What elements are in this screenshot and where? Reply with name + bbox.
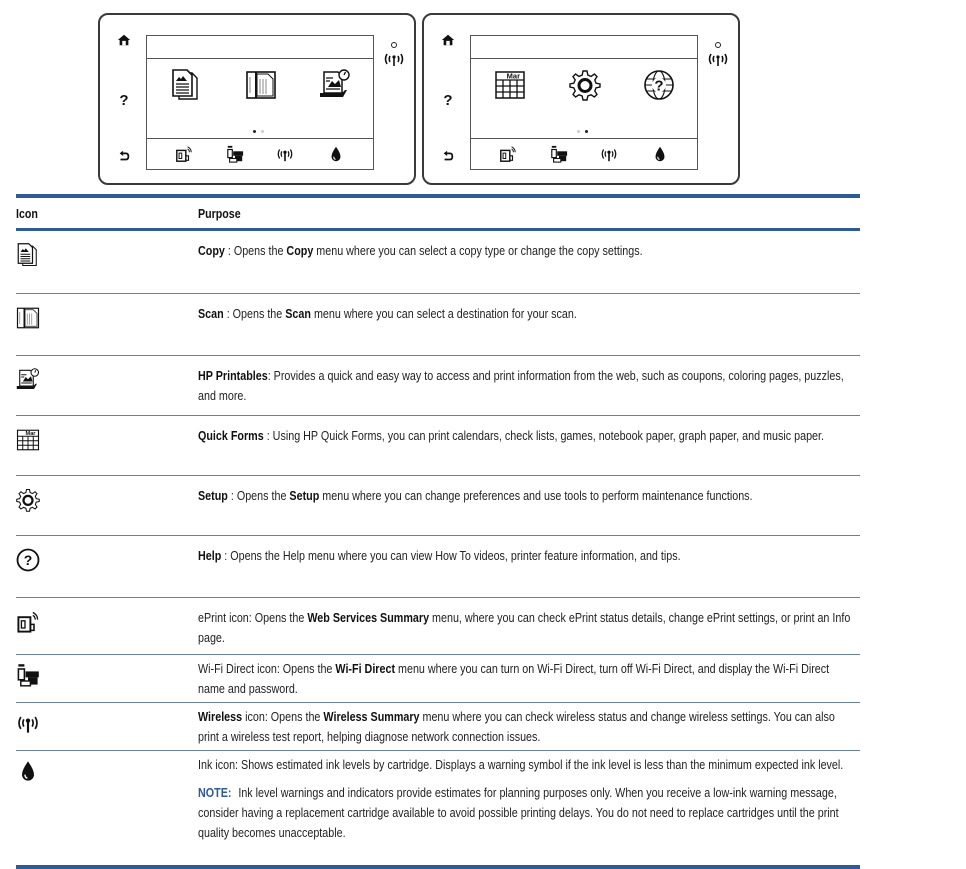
control-panel-illustrations <box>98 13 740 186</box>
wireless-icon <box>16 711 40 735</box>
row-description: ePrint icon: Opens the Web Services Summary menu, where you can check ePrint status details, change ePrint settings, or print an Info page. <box>198 611 851 645</box>
row-description: Scan : Opens the Scan menu where you can select a destination for your scan. <box>198 307 577 321</box>
quick-forms-icon <box>16 428 40 452</box>
table-row <box>16 655 860 703</box>
control-panel-page-1 <box>98 13 416 185</box>
page-dot-active <box>253 130 256 133</box>
note-text: Ink level warnings and indicators provide estimates for planning purposes only. When you receive a low-ink warning message, consider having a replacement cartridge available to avoid possible printing delays. You do not need to replace cartridges until the print quality becomes unacceptable. <box>198 786 839 840</box>
icon-purpose-table <box>16 194 860 869</box>
page-dot <box>261 130 264 133</box>
page-dot-active <box>585 130 588 133</box>
app-row <box>147 59 373 135</box>
wireless-light-icon <box>706 41 730 71</box>
table-row <box>16 416 860 476</box>
copy-icon[interactable] <box>170 69 202 101</box>
row-description: Wireless icon: Opens the Wireless Summary menu where you can check wireless status and change wireless settings. You can also print a wireless test report, helping diagnose network connection issues. <box>198 710 835 744</box>
help-glyph: ? <box>443 91 453 109</box>
wifi-direct-icon[interactable] <box>225 144 245 164</box>
scan-icon[interactable] <box>245 69 277 101</box>
table-row <box>16 356 860 416</box>
dashboard-bar <box>471 138 697 169</box>
wireless-light-icon <box>382 41 406 71</box>
touch-display <box>470 35 698 170</box>
table-row <box>16 751 860 869</box>
dashboard-bar <box>147 138 373 169</box>
table-row <box>16 231 860 294</box>
copy-icon <box>16 243 40 267</box>
setup-icon <box>16 488 40 512</box>
row-description: Copy : Opens the Copy menu where you can select a copy type or change the copy settings. <box>198 244 643 258</box>
eprint-icon[interactable] <box>174 144 194 164</box>
wifi-direct-icon[interactable] <box>549 144 569 164</box>
help-icon <box>16 548 40 572</box>
control-panel-page-2 <box>422 13 740 185</box>
wireless-icon[interactable] <box>599 144 619 164</box>
help-button[interactable] <box>116 92 132 108</box>
table-row <box>16 703 860 751</box>
home-icon[interactable] <box>116 32 132 48</box>
touch-display <box>146 35 374 170</box>
row-description: Quick Forms : Using HP Quick Forms, you can print calendars, check lists, games, notebook paper, graph paper, and music paper. <box>198 429 825 443</box>
ink-icon[interactable] <box>326 144 346 164</box>
back-icon[interactable] <box>116 148 132 164</box>
ink-icon[interactable] <box>650 144 670 164</box>
wireless-icon[interactable] <box>275 144 295 164</box>
help-globe-icon[interactable] <box>643 69 675 101</box>
note-label: NOTE: <box>198 786 232 800</box>
wifi-direct-icon <box>16 663 40 687</box>
table-row <box>16 536 860 598</box>
setup-icon[interactable] <box>569 69 601 101</box>
help-glyph: ? <box>119 91 129 109</box>
display-top-bar <box>471 36 697 59</box>
home-icon[interactable] <box>440 32 456 48</box>
header-purpose: Purpose <box>198 205 241 221</box>
page-indicator <box>577 130 588 133</box>
hp-printables-icon <box>16 368 40 392</box>
ink-icon <box>16 759 40 783</box>
display-top-bar <box>147 36 373 59</box>
eprint-icon <box>16 610 40 634</box>
help-button[interactable] <box>440 92 456 108</box>
table-header <box>16 194 860 231</box>
table-row <box>16 598 860 655</box>
row-description: Ink icon: Shows estimated ink levels by cartridge. Displays a warning symbol if the ink level is less than the minimum expected ink level. <box>198 758 844 772</box>
header-icon: Icon <box>16 205 38 221</box>
row-description: Setup : Opens the Setup menu where you can change preferences and use tools to perform maintenance functions. <box>198 489 753 503</box>
scan-icon <box>16 306 40 330</box>
eprint-icon[interactable] <box>498 144 518 164</box>
page-indicator <box>253 130 264 133</box>
hp-printables-icon[interactable] <box>319 69 351 101</box>
row-description: HP Printables: Provides a quick and easy way to access and print information from the web, such as coupons, coloring pages, puzzles, and more. <box>198 369 844 403</box>
app-row <box>471 59 697 135</box>
back-icon[interactable] <box>440 148 456 164</box>
table-row <box>16 476 860 536</box>
page-dot <box>577 130 580 133</box>
table-row <box>16 294 860 356</box>
ink-note <box>198 783 860 843</box>
quick-forms-icon[interactable] <box>494 69 526 101</box>
row-description: Wi-Fi Direct icon: Opens the Wi-Fi Direct menu where you can turn on Wi-Fi Direct, turn off Wi-Fi Direct, and display the Wi-Fi Direct name and password. <box>198 662 830 696</box>
row-description: Help : Opens the Help menu where you can view How To videos, printer feature information, and tips. <box>198 549 681 563</box>
